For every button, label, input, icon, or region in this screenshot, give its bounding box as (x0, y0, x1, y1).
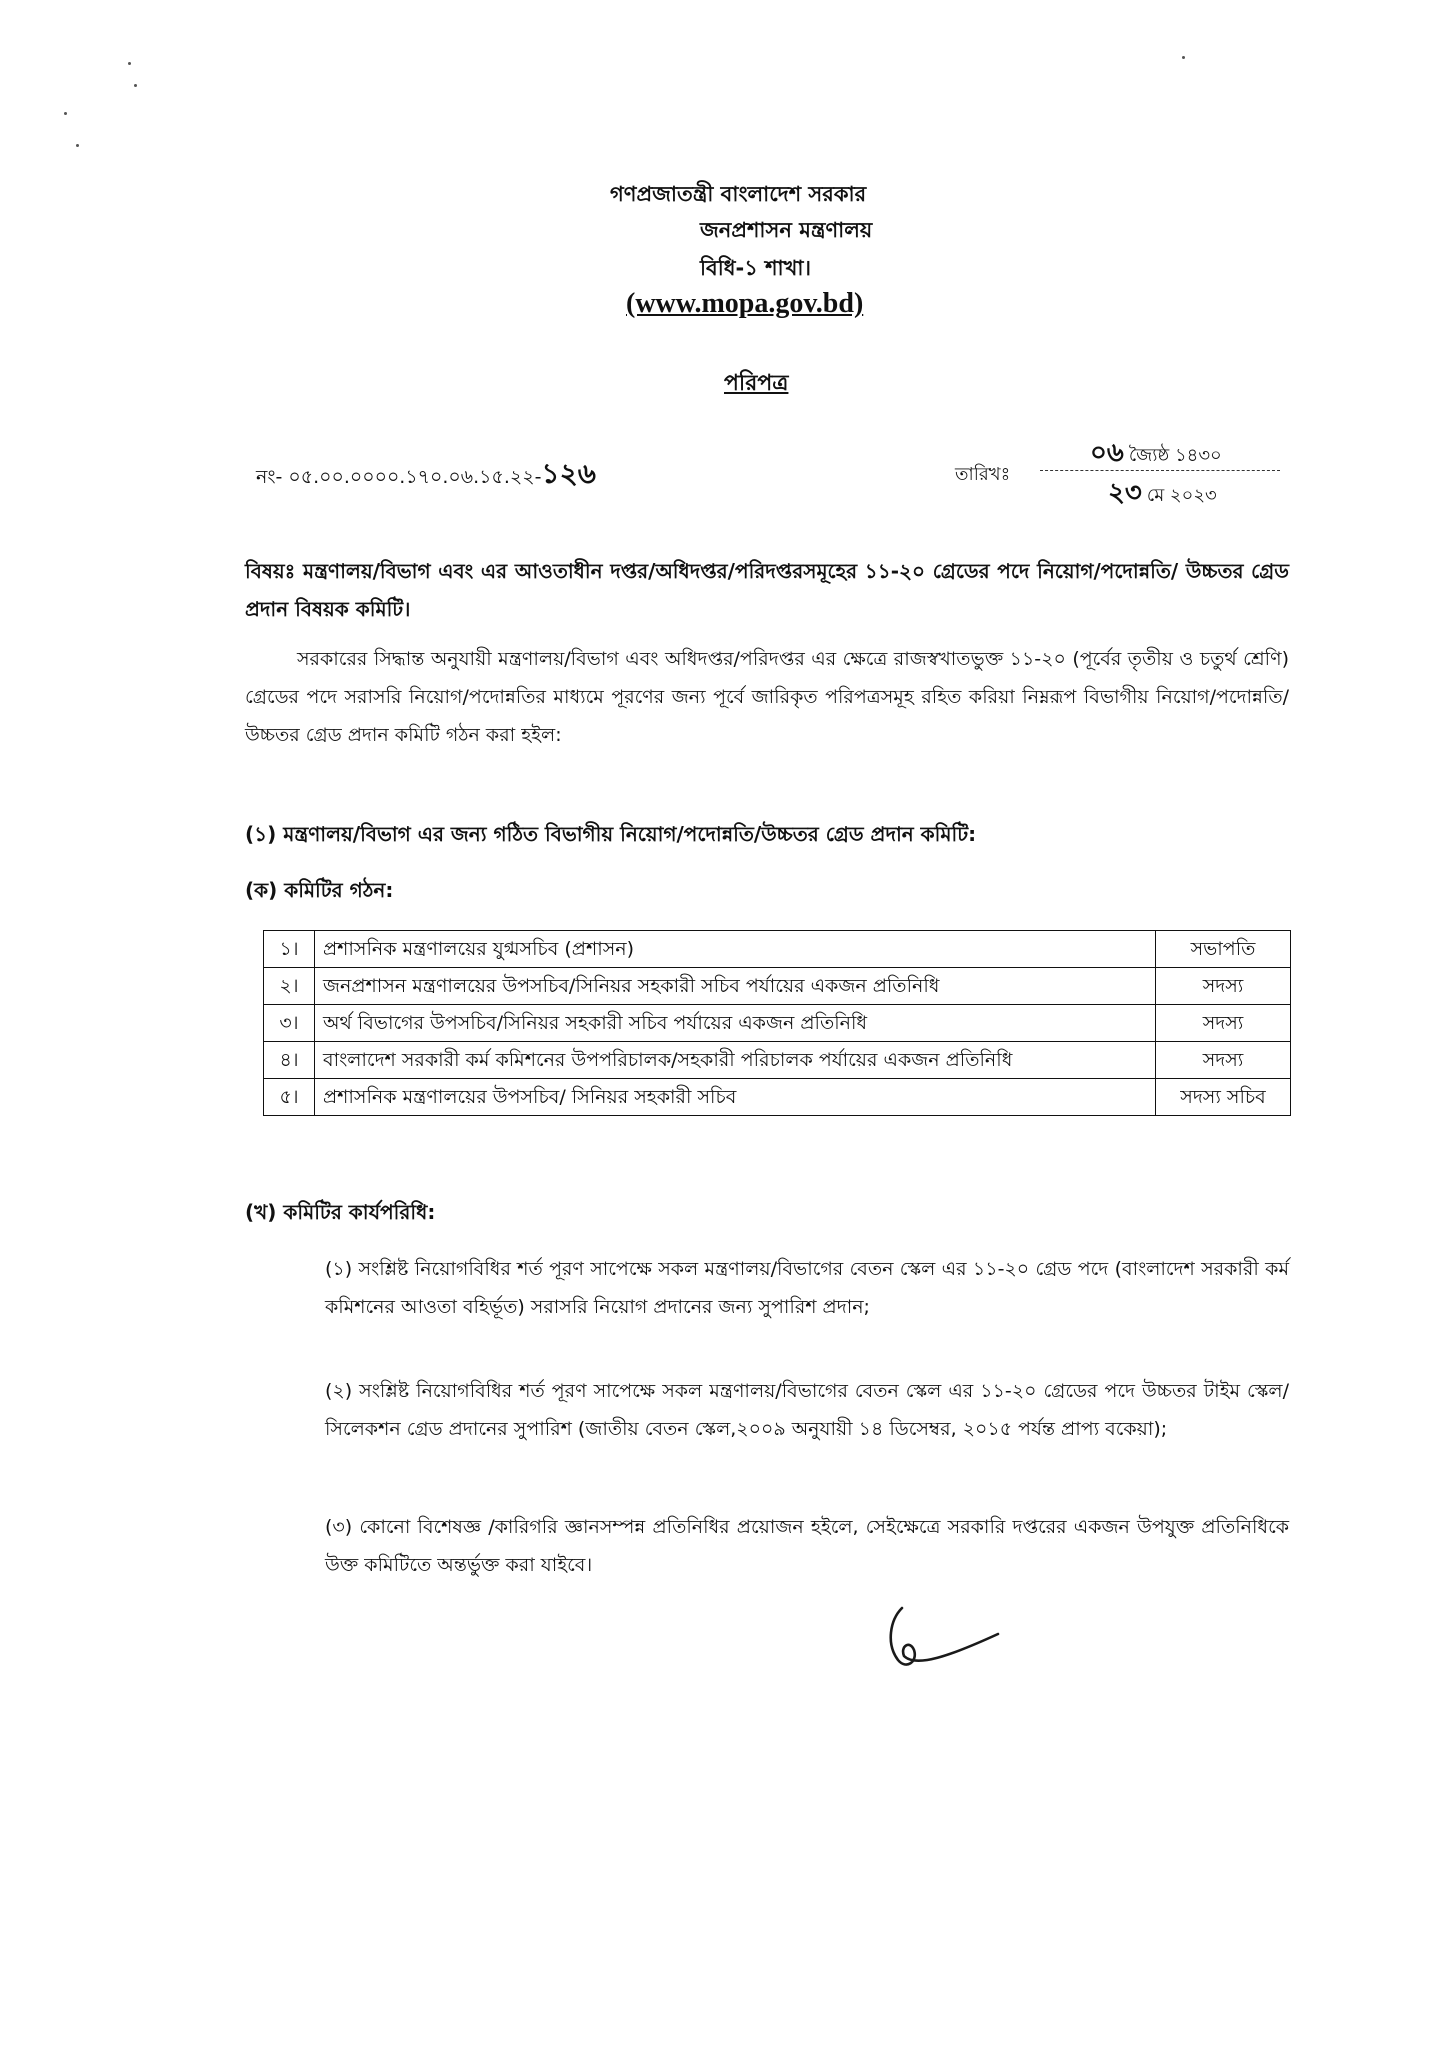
website-link[interactable]: (www.mopa.gov.bd) (626, 288, 864, 319)
table-row (264, 1079, 1291, 1116)
intro-paragraph: সরকারের সিদ্ধান্ত অনুযায়ী মন্ত্রণালয়/বিভাগ এবং অধিদপ্তর/পরিদপ্তর এর ক্ষেত্রে রাজস্বখাতভুক্ত ১১-২০ (পূর্বের তৃতীয় ও চতুর্থ শ্রেণি) গ্রেডের পদে সরাসরি নিয়োগ/পদোন্নতির মাধ্যমে পূরণের জন্য পূর্বে জারিকৃত পরিপত্রসমূহ রহিত করিয়া নিম্নরূপ বিভাগীয় নিয়োগ/পদোন্নতি/উচ্চতর গ্রেড প্রদান কমিটি গঠন করা হইল: (245, 648, 1289, 746)
row-number: ৩। (264, 1005, 315, 1042)
date-english (1108, 472, 1217, 516)
member-designation: অর্থ বিভাগের উপসচিব/সিনিয়র সহকারী সচিব পর্যায়ের একজন প্রতিনিধি (315, 1005, 1156, 1042)
document-title: পরিপত্র (724, 371, 789, 396)
subject-text: মন্ত্রণালয়/বিভাগ এবং এর আওতাধীন দপ্তর/অধিদপ্তর/পরিদপ্তরসমূহের ১১-২০ গ্রেডের পদে নিয়োগ/পদোন্নতি/ উচ্চতর গ্রেড প্রদান বিষয়ক কমিটি। (245, 559, 1290, 621)
row-number: ১। (264, 931, 315, 968)
formation-heading: (ক) কমিটির গঠন: (245, 878, 394, 902)
govt-name: গণপ্রজাতন্ত্রী বাংলাদেশ সরকার (610, 182, 867, 206)
date-english-month-year: মে ২০২৩ (1146, 485, 1217, 506)
section1-heading: (১) মন্ত্রণালয়/বিভাগ এর জন্য গঠিত বিভাগীয় নিয়োগ/পদোন্নতি/উচ্চতর গ্রেড প্রদান কমিটি: (245, 822, 977, 846)
branch-name: বিধি-১ শাখা। (700, 256, 812, 280)
row-number: ২। (264, 968, 315, 1005)
date-bangla-day: ০৬ (1090, 438, 1124, 468)
table-row (264, 1005, 1291, 1042)
tor-heading: (খ) কমিটির কার্যপরিধি: (245, 1200, 436, 1224)
tor-item-3: (৩) কোনো বিশেষজ্ঞ /কারিগরি জ্ঞানসম্পন্ন প্রতিনিধির প্রয়োজন হইলে, সেইক্ষেত্রে সরকারি দপ্তরের একজন উপযুক্ত প্রতিনিধিকে উক্ত কমিটিতে অন্তর্ভুক্ত করা যাইবে। (325, 1516, 1289, 1576)
subject-label: বিষয়ঃ (245, 559, 296, 583)
member-role: সদস্য (1156, 968, 1291, 1005)
handwritten-initials (880, 1600, 1010, 1676)
scan-speck (1182, 56, 1185, 59)
subject-line (245, 552, 1289, 628)
date-divider (1040, 470, 1280, 471)
date-english-day: ২৩ (1108, 478, 1142, 508)
member-designation: জনপ্রশাসন মন্ত্রণালয়ের উপসচিব/সিনিয়র সহকারী সচিব পর্যায়ের একজন প্রতিনিধি (315, 968, 1156, 1005)
memo-number (256, 452, 596, 499)
tor-item-1: (১) সংশ্লিষ্ট নিয়োগবিধির শর্ত পূরণ সাপেক্ষে সকল মন্ত্রণালয়/বিভাগের বেতন স্কেল এর ১১-২০ গ্রেড পদে (বাংলাদেশ সরকারী কর্ম কমিশনের আওতা বহির্ভূত) সরাসরি নিয়োগ প্রদানের জন্য সুপারিশ প্রদান; (325, 1258, 1289, 1318)
row-number: ৪। (264, 1042, 315, 1079)
row-number: ৫। (264, 1079, 315, 1116)
ministry-name: জনপ্রশাসন মন্ত্রণালয় (700, 218, 873, 242)
member-role: সদস্য (1156, 1042, 1291, 1079)
member-designation: প্রশাসনিক মন্ত্রণালয়ের যুগ্মসচিব (প্রশাসন) (315, 931, 1156, 968)
committee-table (263, 930, 1291, 1116)
table-row (264, 1042, 1291, 1079)
scan-speck (128, 62, 131, 65)
member-role: সদস্য (1156, 1005, 1291, 1042)
scan-speck (76, 144, 79, 147)
member-role: সভাপতি (1156, 931, 1291, 968)
tor-item-2: (২) সংশ্লিষ্ট নিয়োগবিধির শর্ত পূরণ সাপেক্ষে সকল মন্ত্রণালয়/বিভাগের বেতন স্কেল এর ১১-২০ গ্রেডের পদে উচ্চতর টাইম স্কেল/সিলেকশন গ্রেড প্রদানের সুপারিশ (জাতীয় বেতন স্কেল,২০০৯ অনুযায়ী ১৪ ডিসেম্বর, ২০১৫ পর্যন্ত প্রাপ্য বকেয়া); (325, 1380, 1289, 1440)
memo-handwritten-number: ১২৬ (541, 457, 597, 490)
date-bangla-month-year: জ্যৈষ্ঠ ১৪৩০ (1128, 445, 1222, 466)
memo-prefix: নং- ০৫.০০.০০০০.১৭০.০৬.১৫.২২- (256, 466, 542, 488)
member-designation: বাংলাদেশ সরকারী কর্ম কমিশনের উপপরিচালক/সহকারী পরিচালক পর্যায়ের একজন প্রতিনিধি (315, 1042, 1156, 1079)
member-designation: প্রশাসনিক মন্ত্রণালয়ের উপসচিব/ সিনিয়র সহকারী সচিব (315, 1079, 1156, 1116)
table-row (264, 968, 1291, 1005)
member-role: সদস্য সচিব (1156, 1079, 1291, 1116)
date-label: তারিখঃ (955, 464, 1011, 485)
scan-speck (134, 84, 137, 87)
table-row (264, 931, 1291, 968)
scan-speck (64, 112, 67, 115)
